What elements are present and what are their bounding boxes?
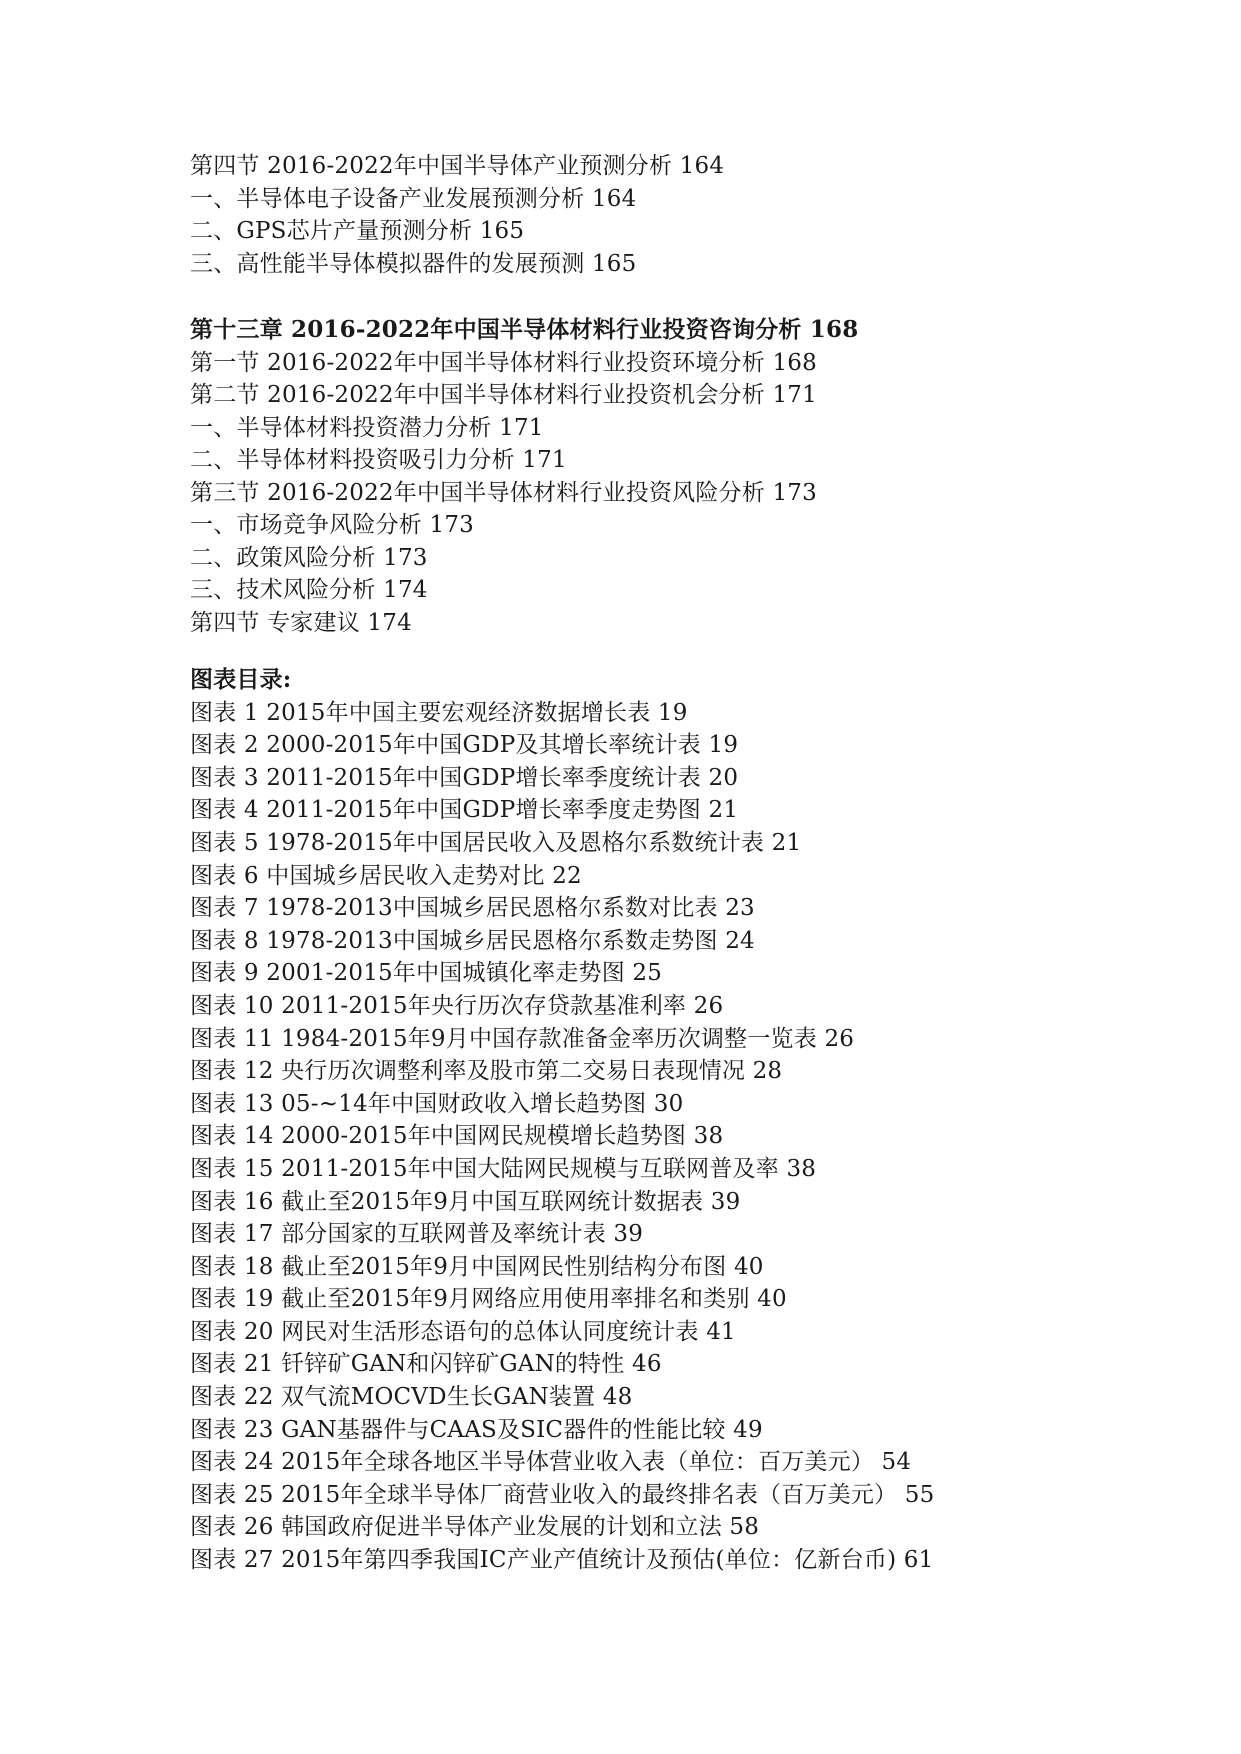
figure-item: 图表 16 截止至2015年9月中国互联网统计数据表 39	[190, 1188, 741, 1215]
figure-item: 图表 17 部分国家的互联网普及率统计表 39	[190, 1221, 644, 1248]
toc-line: 一、半导体电子设备产业发展预测分析 164	[190, 185, 637, 212]
chapter13-title: 第十三章 2016-2022年中国半导体材料行业投资咨询分析 168	[190, 316, 859, 343]
section4-title: 第四节 2016-2022年中国半导体产业预测分析 164	[190, 153, 725, 179]
toc-line: 三、高性能半导体模拟器件的发展预测 165	[190, 250, 637, 277]
toc-line: 第三节 2016-2022年中国半导体材料行业投资风险分析 173	[190, 479, 817, 506]
figure-item: 图表 26 韩国政府促进半导体产业发展的计划和立法 58	[190, 1514, 760, 1541]
figure-item: 图表 9 2001-2015年中国城镇化率走势图 25	[190, 960, 663, 987]
figure-item: 图表 18 截止至2015年9月中国网民性别结构分布图 40	[190, 1253, 764, 1280]
figure-item: 图表 14 2000-2015年中国网民规模增长趋势图 38	[190, 1123, 724, 1150]
figure-item: 图表 3 2011-2015年中国GDP增长率季度统计表 20	[190, 764, 739, 791]
figure-item: 图表 13 05-~14年中国财政收入增长趋势图 30	[190, 1090, 684, 1117]
toc-line: 二、政策风险分析 173	[190, 544, 428, 571]
figure-item: 图表 24 2015年全球各地区半导体营业收入表（单位：百万美元） 54	[190, 1449, 912, 1476]
figure-item: 图表 11 1984-2015年9月中国存款准备金率历次调整一览表 26	[190, 1025, 855, 1052]
chapter13-block	[190, 314, 1190, 639]
toc-line: 三、技术风险分析 174	[190, 577, 428, 603]
toc-line: 第四节 专家建议 174	[190, 609, 412, 636]
figure-item: 图表 4 2011-2015年中国GDP增长率季度走势图 21	[190, 797, 739, 824]
figure-item: 图表 12 央行历次调整利率及股市第二交易日表现情况 28	[190, 1058, 783, 1085]
figure-item: 图表 21 钎锌矿GAN和闪锌矿GAN的特性 46	[190, 1351, 662, 1378]
toc-line: 一、半导体材料投资潜力分析 171	[190, 414, 544, 441]
figure-item: 图表 27 2015年第四季我国IC产业产值统计及预估(单位：亿新台币) 61	[190, 1547, 934, 1574]
figure-list-block	[190, 664, 1190, 1577]
toc-line: 二、GPS芯片产量预测分析 165	[190, 218, 525, 244]
figure-item: 图表 23 GAN基器件与CAAS及SIC器件的性能比较 49	[190, 1416, 763, 1443]
figure-item: 图表 15 2011-2015年中国大陆网民规模与互联网普及率 38	[190, 1155, 817, 1182]
section4-block	[190, 150, 1190, 280]
figure-item: 图表 8 1978-2013中国城乡居民恩格尔系数走势图 24	[190, 927, 755, 954]
figure-item: 图表 5 1978-2015年中国居民收入及恩格尔系数统计表 21	[190, 829, 802, 856]
figure-item: 图表 22 双气流MOCVD生长GAN装置 48	[190, 1384, 633, 1411]
toc-line: 二、半导体材料投资吸引力分析 171	[190, 447, 567, 473]
figure-item: 图表 7 1978-2013中国城乡居民恩格尔系数对比表 23	[190, 895, 755, 922]
toc-line: 第二节 2016-2022年中国半导体材料行业投资机会分析 171	[190, 382, 817, 408]
figure-item: 图表 1 2015年中国主要宏观经济数据增长表 19	[190, 699, 688, 726]
figure-item: 图表 20 网民对生活形态语句的总体认同度统计表 41	[190, 1318, 736, 1345]
figure-item: 图表 19 截止至2015年9月网络应用使用率排名和类别 40	[190, 1286, 787, 1313]
figure-item: 图表 25 2015年全球半导体厂商营业收入的最终排名表（百万美元） 55	[190, 1481, 935, 1508]
figure-item: 图表 6 中国城乡居民收入走势对比 22	[190, 862, 582, 889]
toc-line: 第一节 2016-2022年中国半导体材料行业投资环境分析 168	[190, 349, 817, 376]
figure-list-title: 图表目录:	[190, 666, 292, 693]
figure-item: 图表 2 2000-2015年中国GDP及其增长率统计表 19	[190, 732, 739, 759]
figure-item: 图表 10 2011-2015年央行历次存贷款基准利率 26	[190, 992, 724, 1019]
toc-line: 一、市场竞争风险分析 173	[190, 512, 475, 538]
